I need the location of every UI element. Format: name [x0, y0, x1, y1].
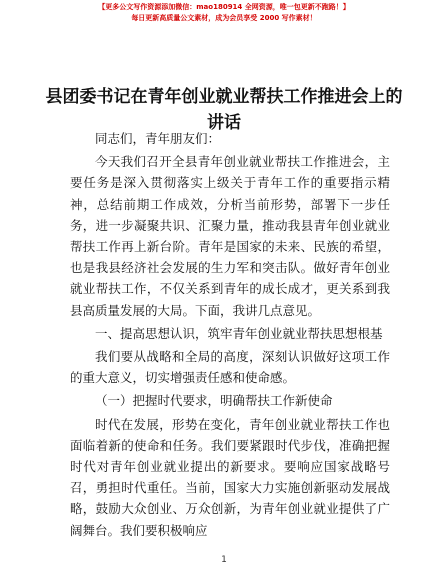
page-number: 1	[221, 555, 227, 565]
document-title: 县团委书记在青年创业就业帮扶工作推进会上的讲话	[45, 87, 403, 133]
promo-banner	[0, 2, 448, 24]
subsection-heading: （一）把握时代要求，明确帮扶工作新使命	[95, 393, 333, 409]
greeting: 同志们，青年朋友们：	[95, 131, 221, 146]
promo-banner-line1: 【更多公文写作资源添加微信：mao180914 全网资源，唯一包更新不跑路！】	[98, 3, 350, 11]
promo-banner-line2: 每日更新高质量公文素材，成为会员享受 2000 写作素材！	[131, 14, 317, 22]
document-body	[70, 128, 390, 541]
section-heading: 一、提高思想认识，筑牢青年创业就业帮扶思想根基	[95, 325, 383, 341]
paragraph-significance: 我们要从战略和全局的高度，深刻认识做好这项工作的重大意义，切实增强责任感和使命感。	[70, 349, 390, 386]
paragraph-mission: 时代在发展，形势在变化，青年创业就业帮扶工作也面临着新的使命和任务。我们要紧跟时代步伐，准确把握时代对青年创业就业提出的新要求。要响应国家战略号召，勇担时代重任。当前，国家大力实施创新驱动发展战略，鼓励大众创业、万众创新，为青年创业就业提供了广阔舞台。我们要积极响应	[70, 416, 390, 538]
paragraph-intro: 今天我们召开全县青年创业就业帮扶工作推进会，主要任务是深入贯彻落实上级关于青年工作的重要指示精神，总结前期工作成效，分析当前形势，部署下一步任务，进一步凝聚共识、汇聚力量，推动我县青年创业就业帮扶工作再上新台阶。青年是国家的未来、民族的希望，也是我县经济社会发展的生力军和突击队。做好青年创业就业帮扶工作，不仅关系到青年的成长成才，更关系到我县高质量发展的大局。下面，我讲几点意见。	[70, 154, 390, 318]
